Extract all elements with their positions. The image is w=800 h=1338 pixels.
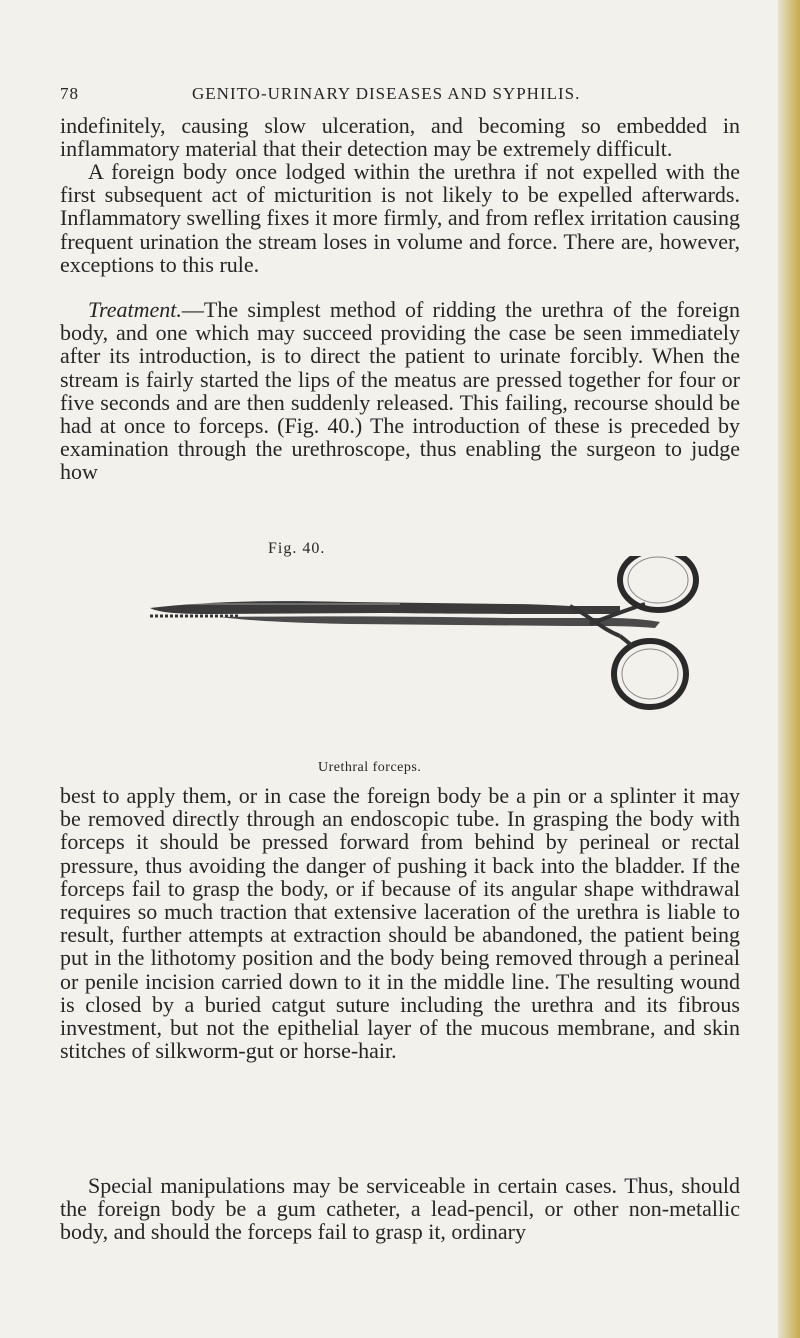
paragraph-5: Special manipulations may be serviceable in certain cases. Thus, should the foreign body be a gum catheter, a lead-pencil, or other non-metallic body, and should the forceps fail to grasp it, ordinary — [60, 1173, 740, 1245]
treatment-heading: Treatment. — [88, 297, 182, 322]
page-edge-shadow — [778, 0, 800, 1338]
forceps-upper-blade — [150, 601, 620, 614]
forceps-upper-ring — [620, 556, 696, 610]
treatment-text: —The simplest method of ridding the urethra of the foreign body, and one which may succeed providing the case be seen immediately after its introduction, is to direct the patient to urinate forcibly. When the stream is fairly started the lips of the meatus are pressed together for four or five seconds and are then suddenly released. This failing, recourse should be had at once to forceps. (Fig. 40.) The introduction of these is preceded by examination through the urethroscope, thus enabling the surgeon to judge how — [60, 297, 740, 485]
running-title: GENITO-URINARY DISEASES AND SYPHILIS. — [192, 84, 581, 103]
paragraph-4: best to apply them, or in case the foreign body be a pin or a splinter it may be removed directly through an endoscopic tube. In grasping the body with forceps it should be pressed forward from behind by perineal or rectal pressure, thus avoiding the danger of pushing it back into the bladder. If the forceps fail to grasp the body, or if because of its angular shape withdrawal requires so much traction that extensive laceration of the urethra is liable to result, further attempts at extraction should be abandoned, the patient being put in the lithotomy position and the body being removed through a perineal or penile incision carried down to it in the middle line. The resulting wound is closed by a buried catgut suture including the urethra and its fibrous investment, but not the epithelial layer of the mucous membrane, and skin stitches of silkworm-gut or horse-hair. — [60, 783, 740, 1064]
figure-label: Fig. 40. — [268, 540, 326, 557]
forceps-lower-ring — [614, 641, 686, 707]
paragraph-2: A foreign body once lodged within the urethra if not expelled with the first subsequent act of micturition is not likely to be expelled afterwards. Inflammatory swelling fixes it more firmly, and from reflex irritation causing frequent urination the stream loses in volume and force. There are, however, exceptions to this rule. — [60, 159, 740, 277]
urethral-forceps-illustration — [150, 556, 710, 756]
page-number: 78 — [60, 84, 79, 103]
figure-caption: Urethral forceps. — [318, 760, 422, 775]
paragraph-1: indefinitely, causing slow ulceration, and becoming so embedded in inflammatory material that their detection may be extremely difficult. — [60, 113, 740, 162]
paragraph-treatment — [60, 298, 740, 484]
